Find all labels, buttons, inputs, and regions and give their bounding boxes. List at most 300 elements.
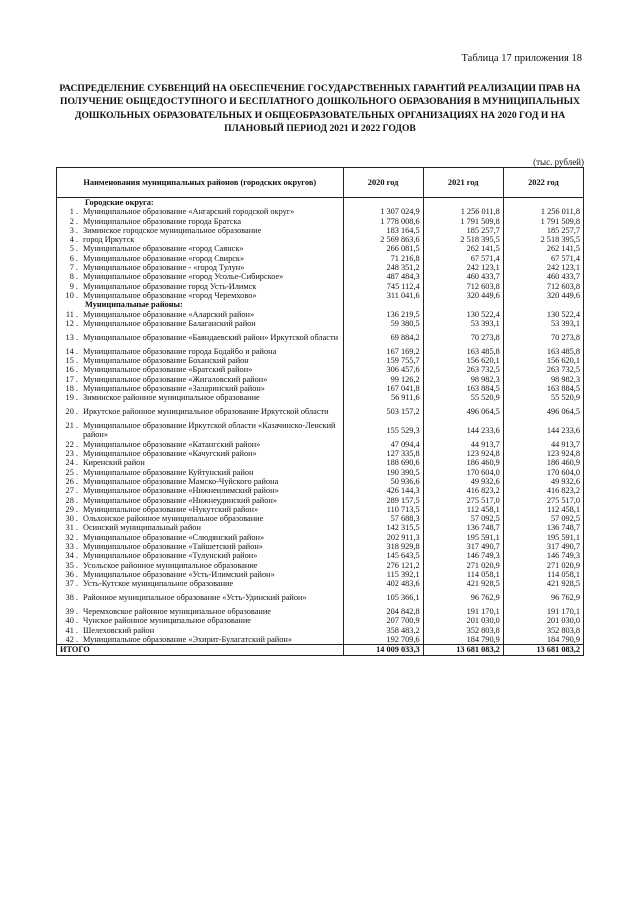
row-name-cell: [57, 579, 344, 588]
municipality-name: Муниципальное образование города Братска: [83, 216, 242, 226]
municipality-name: Муниципальное образование «Катангский район»: [83, 439, 261, 449]
row-number: 16 .: [65, 365, 78, 375]
value-2022: 262 141,5: [503, 244, 583, 253]
municipality-name: Усть-Кутское муниципальное образование: [83, 579, 234, 589]
row-number: 32 .: [65, 532, 78, 542]
value-2021: 163 884,5: [423, 384, 503, 393]
value-2022: 271 020,9: [503, 561, 583, 570]
value-2022: 70 273,8: [503, 328, 583, 347]
total-2020: 14 009 033,3: [343, 645, 423, 655]
row-number: 8 .: [69, 272, 78, 282]
row-name-cell: [57, 217, 344, 226]
row-name-cell: [57, 468, 344, 477]
table-body: [57, 198, 584, 656]
value-2022: 186 460,9: [503, 458, 583, 467]
row-name-cell: [57, 477, 344, 486]
row-name-cell: [57, 254, 344, 263]
row-number: 36 .: [65, 569, 78, 579]
value-2022: 320 449,6: [503, 291, 583, 300]
value-2021: 271 020,9: [423, 561, 503, 570]
value-2020: 159 755,7: [343, 356, 423, 365]
table-row: [57, 235, 584, 244]
table-row: [57, 282, 584, 291]
table-row: [57, 523, 584, 532]
municipality-name: Муниципальное образование «Эхирит-Булагатский район»: [83, 634, 292, 644]
value-2020: 402 483,6: [343, 579, 423, 588]
header-2021: 2021 год: [423, 168, 503, 198]
table-row: [57, 263, 584, 272]
value-2022: 275 517,0: [503, 496, 583, 505]
header-2020: 2020 год: [343, 168, 423, 198]
row-name-cell: [57, 626, 344, 635]
value-2022: 184 790,9: [503, 635, 583, 645]
table-row: [57, 328, 584, 347]
row-number: 27 .: [65, 486, 78, 496]
row-number: 21 .: [65, 421, 78, 431]
row-number: 22 .: [65, 439, 78, 449]
value-2020: 110 713,5: [343, 505, 423, 514]
value-2021: 242 123,1: [423, 263, 503, 272]
value-2020: 142 315,5: [343, 523, 423, 532]
row-name-cell: [57, 365, 344, 374]
value-2021: 123 924,8: [423, 449, 503, 458]
municipality-name: Муниципальное образование «Аларский район»: [83, 309, 255, 319]
value-2022: 317 490,7: [503, 542, 583, 551]
value-2022: 170 604,0: [503, 468, 583, 477]
value-2021: 2 518 395,5: [423, 235, 503, 244]
value-2020: 204 842,8: [343, 607, 423, 616]
table-row: [57, 217, 584, 226]
value-2020: 105 366,1: [343, 588, 423, 607]
row-number: 25 .: [65, 467, 78, 477]
value-2022: 49 932,6: [503, 477, 583, 486]
value-2020: 207 700,9: [343, 616, 423, 625]
value-2021: 144 233,6: [423, 421, 503, 440]
table-row: [57, 272, 584, 281]
value-2020: 311 041,6: [343, 291, 423, 300]
municipality-name: Муниципальное образование «город Саянск»: [83, 244, 244, 254]
row-name-cell: [57, 635, 344, 645]
row-name-cell: [57, 514, 344, 523]
municipality-name: Муниципальное образование «город Свирск»: [83, 253, 245, 263]
value-2022: 352 803,8: [503, 626, 583, 635]
value-2022: 1 256 011,8: [503, 207, 583, 216]
header-2022: 2022 год: [503, 168, 583, 198]
municipality-name: Муниципальное образование «Качугский район»: [83, 449, 257, 459]
value-2021: 156 620,1: [423, 356, 503, 365]
row-name-cell: [57, 588, 344, 607]
value-2021: 130 522,4: [423, 310, 503, 319]
table-row: [57, 347, 584, 356]
value-2022: 114 058,1: [503, 570, 583, 579]
row-number: 23 .: [65, 449, 78, 459]
municipality-name: Муниципальное образование «город Усолье-Сибирское»: [83, 272, 284, 282]
value-2022: 1 791 509,8: [503, 217, 583, 226]
value-2020: 487 484,3: [343, 272, 423, 281]
table-row: [57, 477, 584, 486]
municipality-name: Муниципальное образование «Слюдянский район»: [83, 532, 265, 542]
row-number: 14 .: [65, 346, 78, 356]
row-number: 38 .: [65, 593, 78, 603]
value-2021: 49 932,6: [423, 477, 503, 486]
table-row: [57, 542, 584, 551]
value-2022: 123 924,8: [503, 449, 583, 458]
row-number: 10 .: [65, 290, 78, 300]
table-row: [57, 458, 584, 467]
value-2022: 496 064,5: [503, 403, 583, 422]
value-2022: 421 928,5: [503, 579, 583, 588]
value-2022: 136 748,7: [503, 523, 583, 532]
value-2021: 186 460,9: [423, 458, 503, 467]
table-row: [57, 403, 584, 422]
row-number: 42 .: [65, 634, 78, 644]
row-name-cell: [57, 616, 344, 625]
value-2021: 136 748,7: [423, 523, 503, 532]
value-2021: 53 393,1: [423, 319, 503, 328]
value-2021: 55 520,9: [423, 393, 503, 402]
table-row: [57, 384, 584, 393]
value-2020: 426 144,3: [343, 486, 423, 495]
section-heading-row: [57, 198, 584, 208]
value-2022: 144 233,6: [503, 421, 583, 440]
value-2022: 242 123,1: [503, 263, 583, 272]
value-2021: 114 058,1: [423, 570, 503, 579]
row-number: 3 .: [69, 225, 78, 235]
row-name-cell: [57, 244, 344, 253]
municipality-name: Муниципальное образование города Бодайбо и района: [83, 346, 277, 356]
value-2022: 156 620,1: [503, 356, 583, 365]
municipality-name: Муниципальное образование Иркутской области «Казачинско-Ленский район»: [83, 421, 336, 440]
table-row: [57, 626, 584, 635]
row-name-cell: [57, 440, 344, 449]
value-2020: 136 219,5: [343, 310, 423, 319]
municipality-name: Зиминское районное муниципальное образование: [83, 393, 260, 403]
row-number: 33 .: [65, 541, 78, 551]
row-name-cell: [57, 356, 344, 365]
value-2022: 53 393,1: [503, 319, 583, 328]
value-2021: 67 571,4: [423, 254, 503, 263]
municipality-name: Черемховское районное муниципальное образование: [83, 607, 271, 617]
table-row: [57, 468, 584, 477]
value-2021: 96 762,9: [423, 588, 503, 607]
row-number: 9 .: [69, 281, 78, 291]
value-2022: 460 433,7: [503, 272, 583, 281]
table-row: [57, 375, 584, 384]
table-row: [57, 570, 584, 579]
municipality-name: Киренский район: [83, 458, 145, 468]
municipality-name: Муниципальное образование город Усть-Илимск: [83, 281, 257, 291]
municipality-name: Шелеховский район: [83, 625, 155, 635]
value-2020: 318 929,8: [343, 542, 423, 551]
row-name-cell: [57, 449, 344, 458]
row-name-cell: [57, 282, 344, 291]
value-2020: 47 094,4: [343, 440, 423, 449]
row-number: 28 .: [65, 495, 78, 505]
municipality-name: город Иркутск: [83, 235, 135, 245]
table-row: [57, 421, 584, 440]
value-2020: 276 121,2: [343, 561, 423, 570]
table-row: [57, 616, 584, 625]
table-row: [57, 588, 584, 607]
table-row: [57, 440, 584, 449]
row-name-cell: [57, 421, 344, 440]
table-row: [57, 393, 584, 402]
municipality-name: Муниципальное образование «Заларинский район»: [83, 383, 265, 393]
value-2020: 127 335,8: [343, 449, 423, 458]
table-row: [57, 486, 584, 495]
row-name-cell: [57, 319, 344, 328]
value-2020: 59 380,5: [343, 319, 423, 328]
value-2021: 317 490,7: [423, 542, 503, 551]
value-2021: 421 928,5: [423, 579, 503, 588]
row-name-cell: [57, 523, 344, 532]
section-heading-row: [57, 300, 584, 309]
value-2020: 266 081,5: [343, 244, 423, 253]
municipality-name: Муниципальное образование «Ангарский городской округ»: [83, 207, 295, 217]
value-2021: 195 591,1: [423, 533, 503, 542]
value-2022: 163 485,8: [503, 347, 583, 356]
row-name-cell: [57, 310, 344, 319]
value-2021: 416 823,2: [423, 486, 503, 495]
value-2021: 70 273,8: [423, 328, 503, 347]
value-2020: 50 936,6: [343, 477, 423, 486]
table-row: [57, 207, 584, 216]
row-name-cell: [57, 375, 344, 384]
row-number: 41 .: [65, 625, 78, 635]
row-number: 4 .: [69, 235, 78, 245]
total-label: ИТОГО: [57, 645, 344, 655]
table-row: [57, 254, 584, 263]
row-name-cell: [57, 207, 344, 216]
value-2020: 155 529,3: [343, 421, 423, 440]
table-row: [57, 496, 584, 505]
value-2020: 503 157,2: [343, 403, 423, 422]
value-2020: 2 569 863,6: [343, 235, 423, 244]
row-name-cell: [57, 486, 344, 495]
value-2020: 306 457,6: [343, 365, 423, 374]
municipality-name: Ольхонское районное муниципальное образование: [83, 514, 264, 524]
row-number: 35 .: [65, 560, 78, 570]
value-2021: 460 433,7: [423, 272, 503, 281]
table-row: [57, 551, 584, 560]
document-title: РАСПРЕДЕЛЕНИЕ СУБВЕНЦИЙ НА ОБЕСПЕЧЕНИЕ ГОСУДАРСТВЕННЫХ ГАРАНТИЙ РЕАЛИЗАЦИИ ПРАВ НА ПОЛУЧЕНИЕ ОБЩЕДОСТУПНОГО И БЕСПЛАТНОГО ДОШКОЛЬНОГО ОБРАЗОВАНИЯ В МУНИЦИПАЛЬНЫХ ДОШКОЛЬНЫХ ОБРАЗОВАТЕЛЬНЫХ И ОБЩЕОБРАЗОВАТЕЛЬНЫХ ОРГАНИЗАЦИЯХ НА 2020 ГОД И НА ПЛАНОВЫЙ ПЕРИОД 2021 И 2022 ГОДОВ: [59, 83, 581, 135]
value-2022: 195 591,1: [503, 533, 583, 542]
value-2020: 183 164,5: [343, 226, 423, 235]
row-number: 34 .: [65, 551, 78, 561]
value-2022: 98 982,3: [503, 375, 583, 384]
row-number: 6 .: [69, 253, 78, 263]
row-name-cell: [57, 272, 344, 281]
value-2021: 57 092,5: [423, 514, 503, 523]
value-2022: 112 458,1: [503, 505, 583, 514]
table-reference: Таблица 17 приложения 18: [461, 53, 582, 64]
municipality-name: Муниципальное образование «город Черемхово»: [83, 290, 257, 300]
table-row: [57, 533, 584, 542]
value-2020: 99 126,2: [343, 375, 423, 384]
value-2022: 130 522,4: [503, 310, 583, 319]
value-2020: 56 911,6: [343, 393, 423, 402]
row-number: 12 .: [65, 318, 78, 328]
row-number: 1 .: [69, 207, 78, 217]
row-name-cell: [57, 496, 344, 505]
value-2022: 191 170,1: [503, 607, 583, 616]
row-number: 17 .: [65, 374, 78, 384]
value-2022: 55 520,9: [503, 393, 583, 402]
value-2021: 352 803,8: [423, 626, 503, 635]
municipality-name: Муниципальное образование «Нукутский район»: [83, 504, 259, 514]
value-2021: 191 170,1: [423, 607, 503, 616]
units-label: (тыс. рублей): [533, 157, 584, 167]
table-row: [57, 365, 584, 374]
row-number: 2 .: [69, 216, 78, 226]
value-2020: 1 778 008,6: [343, 217, 423, 226]
section-heading: Городские округа:: [57, 198, 344, 208]
municipality-name: Муниципальное образование «Нижнеилимский район»: [83, 486, 279, 496]
value-2021: 201 030,0: [423, 616, 503, 625]
row-name-cell: [57, 533, 344, 542]
table-row: [57, 356, 584, 365]
row-name-cell: [57, 393, 344, 402]
municipality-name: Зиминское городское муниципальное образование: [83, 225, 262, 235]
value-2020: 188 690,6: [343, 458, 423, 467]
row-name-cell: [57, 347, 344, 356]
header-name: Наименования муниципальных районов (городских округов): [57, 168, 344, 198]
value-2022: 57 092,5: [503, 514, 583, 523]
row-number: 37 .: [65, 579, 78, 589]
row-name-cell: [57, 226, 344, 235]
row-number: 18 .: [65, 383, 78, 393]
table-row: [57, 561, 584, 570]
value-2021: 712 603,8: [423, 282, 503, 291]
value-2022: 44 913,7: [503, 440, 583, 449]
row-number: 13 .: [65, 332, 78, 342]
value-2022: 2 518 395,5: [503, 235, 583, 244]
value-2020: 71 216,8: [343, 254, 423, 263]
table-row: [57, 226, 584, 235]
value-2021: 263 732,5: [423, 365, 503, 374]
municipality-name: Муниципальное образование Боханский район: [83, 356, 249, 366]
value-2021: 146 749,3: [423, 551, 503, 560]
value-2020: 745 112,4: [343, 282, 423, 291]
row-number: 19 .: [65, 393, 78, 403]
value-2021: 184 790,9: [423, 635, 503, 645]
table-row: [57, 505, 584, 514]
table-row: [57, 635, 584, 645]
table-row: [57, 291, 584, 300]
row-number: 20 .: [65, 407, 78, 417]
value-2020: 192 709,6: [343, 635, 423, 645]
value-2021: 496 064,5: [423, 403, 503, 422]
table-row: [57, 579, 584, 588]
value-2022: 416 823,2: [503, 486, 583, 495]
value-2021: 163 485,8: [423, 347, 503, 356]
value-2022: 185 257,7: [503, 226, 583, 235]
value-2020: 145 643,5: [343, 551, 423, 560]
value-2022: 163 884,5: [503, 384, 583, 393]
row-number: 24 .: [65, 458, 78, 468]
subsidy-table: [56, 167, 584, 656]
municipality-name: Муниципальное образование «Нижнеудинский район»: [83, 495, 277, 505]
row-number: 7 .: [69, 263, 78, 273]
table-header-row: [57, 168, 584, 198]
value-2022: 146 749,3: [503, 551, 583, 560]
municipality-name: Муниципальное образование Балаганский район: [83, 318, 256, 328]
value-2021: 170 604,0: [423, 468, 503, 477]
municipality-name: Чунское районное муниципальное образование: [83, 616, 251, 626]
municipality-name: Муниципальное образование «Баяндаевский район» Иркутской области: [83, 332, 339, 342]
row-name-cell: [57, 551, 344, 560]
row-name-cell: [57, 505, 344, 514]
total-2022: 13 681 083,2: [503, 645, 583, 655]
municipality-name: Районное муниципальное образование «Усть-Удинский район»: [83, 593, 307, 603]
value-2020: 167 041,8: [343, 384, 423, 393]
municipality-name: Муниципальное образование - «город Тулун»: [83, 263, 245, 273]
table-row: [57, 514, 584, 523]
value-2020: 202 911,3: [343, 533, 423, 542]
municipality-name: Осинский муниципальный район: [83, 523, 201, 533]
municipality-name: Муниципальное образование Куйтунский район: [83, 467, 254, 477]
municipality-name: Муниципальное образование «Тулунский район»: [83, 551, 258, 561]
row-number: 29 .: [65, 504, 78, 514]
value-2020: 115 392,1: [343, 570, 423, 579]
value-2021: 1 256 011,8: [423, 207, 503, 216]
section-heading: Муниципальные районы:: [57, 300, 344, 309]
municipality-name: Иркутское районное муниципальное образование Иркутской области: [83, 407, 329, 417]
value-2020: 358 483,2: [343, 626, 423, 635]
row-number: 39 .: [65, 607, 78, 617]
value-2021: 112 458,1: [423, 505, 503, 514]
value-2021: 275 517,0: [423, 496, 503, 505]
value-2020: 1 307 024,9: [343, 207, 423, 216]
value-2020: 289 157,5: [343, 496, 423, 505]
municipality-name: Муниципальное образование «Братский район»: [83, 365, 253, 375]
table-row: [57, 310, 584, 319]
row-name-cell: [57, 263, 344, 272]
value-2021: 320 449,6: [423, 291, 503, 300]
row-name-cell: [57, 570, 344, 579]
row-name-cell: [57, 561, 344, 570]
row-number: 40 .: [65, 616, 78, 626]
value-2022: 712 603,8: [503, 282, 583, 291]
value-2020: 190 390,5: [343, 468, 423, 477]
table-row: [57, 607, 584, 616]
total-row: [57, 645, 584, 655]
municipality-name: Муниципальное образование «Тайшетский район»: [83, 541, 263, 551]
value-2022: 263 732,5: [503, 365, 583, 374]
table-row: [57, 319, 584, 328]
value-2022: 201 030,0: [503, 616, 583, 625]
municipality-name: Муниципальное образование Мамско-Чуйского района: [83, 476, 279, 486]
value-2020: 248 351,2: [343, 263, 423, 272]
value-2020: 69 884,2: [343, 328, 423, 347]
value-2021: 262 141,5: [423, 244, 503, 253]
row-number: 30 .: [65, 514, 78, 524]
value-2021: 98 982,3: [423, 375, 503, 384]
value-2022: 67 571,4: [503, 254, 583, 263]
municipality-name: Муниципальное образование «Усть-Илимский район»: [83, 569, 275, 579]
row-name-cell: [57, 235, 344, 244]
row-name-cell: [57, 384, 344, 393]
row-name-cell: [57, 542, 344, 551]
row-name-cell: [57, 291, 344, 300]
total-2021: 13 681 083,2: [423, 645, 503, 655]
value-2021: 185 257,7: [423, 226, 503, 235]
row-name-cell: [57, 607, 344, 616]
row-name-cell: [57, 403, 344, 422]
municipality-name: Муниципальное образование «Жигаловский район»: [83, 374, 268, 384]
value-2020: 57 688,3: [343, 514, 423, 523]
value-2021: 1 791 509,8: [423, 217, 503, 226]
